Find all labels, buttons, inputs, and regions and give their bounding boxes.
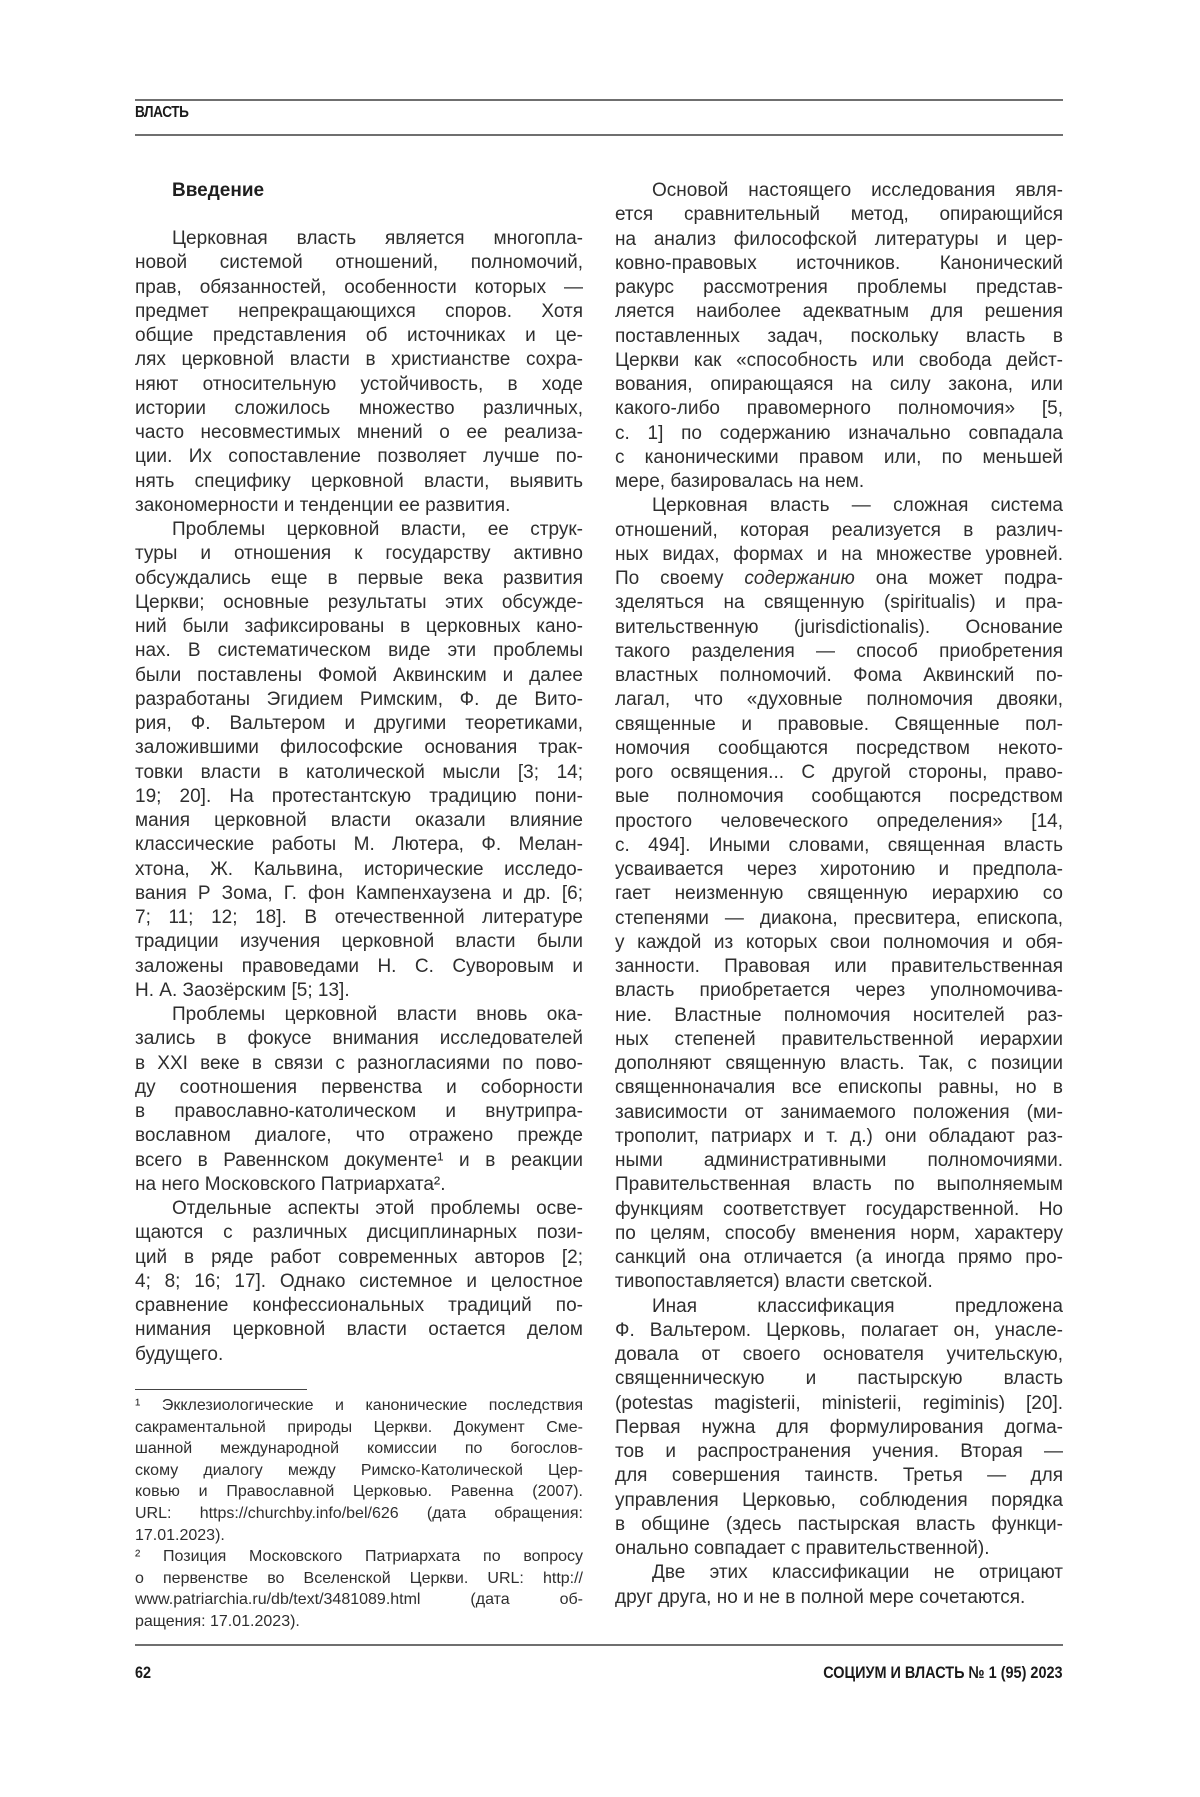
text-line: традиции изучения церковной власти были	[135, 930, 583, 954]
text-line: зделяться на священную (spiritualis) и пра-	[615, 591, 1063, 615]
text-line: (potestas magisterii, ministerii, regiminis) [20].	[615, 1392, 1063, 1416]
text-line: степенями — диакона, пресвитера, епископа,	[615, 907, 1063, 931]
text-line: тивопоставляется) власти светской.	[615, 1270, 1063, 1294]
text-line: в православно-католическом и внутрипра-	[135, 1100, 583, 1124]
text-line: ковно-правовых источников. Канонический	[615, 252, 1063, 276]
text-line: закономерности и тенденции ее развития.	[135, 494, 583, 518]
text-line: 19; 20]. На протестантскую традицию пони-	[135, 785, 583, 809]
text-line: классические работы М. Лютера, Ф. Мелан-	[135, 833, 583, 857]
text-line: мания церковной власти оказали влияние	[135, 809, 583, 833]
text-line: новой системой отношений, полномочий,	[135, 251, 583, 275]
text-line: ду соотношения первенства и соборности	[135, 1076, 583, 1100]
text-line: лагал, что «духовные полномочия двояки,	[615, 688, 1063, 712]
text-line: вославном диалоге, что отражено прежде	[135, 1124, 583, 1148]
text-line: будущего.	[135, 1343, 583, 1367]
header-top-rule	[135, 99, 1063, 101]
text-line: URL: https://churchby.info/bel/626 (дата обращения:	[135, 1503, 583, 1525]
text-segment: По своему	[615, 568, 744, 589]
text-line: ¹ Экклезиологические и канонические последствия	[135, 1395, 583, 1417]
text-line: ется сравнительный метод, опирающийся	[615, 203, 1063, 227]
text-line: вые полномочия сообщаются посредством	[615, 785, 1063, 809]
paragraph	[135, 1395, 583, 1546]
text-line: заложившими философские основания трак-	[135, 736, 583, 760]
text-line: отношений, которая реализуется в различ-	[615, 519, 1063, 543]
text-line: в XXI веке в связи с разногласиями по пово-	[135, 1052, 583, 1076]
text-line: ² Позиция Московского Патриархата по вопросу	[135, 1546, 583, 1568]
text-line: мере, базировалась на нем.	[615, 470, 1063, 494]
text-line: www.patriarchia.ru/db/text/3481089.html (дата об-	[135, 1589, 583, 1611]
text-line: ние. Властные полномочия носителей раз-	[615, 1004, 1063, 1028]
text-line: усваивается через хиротонию и предпола-	[615, 858, 1063, 882]
paragraph	[135, 1003, 583, 1197]
text-line: лях церковной власти в христианстве сохра-	[135, 348, 583, 372]
text-line: санкций она отличается (а иногда прямо про-	[615, 1246, 1063, 1270]
text-line: Две этих классификации не отрицают	[615, 1561, 1063, 1585]
text-line: ций в ряде работ современных авторов [2;	[135, 1246, 583, 1270]
text-line: гает неизменную священную иерархию со	[615, 882, 1063, 906]
text-line: ракурс рассмотрения проблемы представ-	[615, 276, 1063, 300]
text-line: номочия сообщаются посредством некото-	[615, 737, 1063, 761]
italic-emphasis: содержанию	[744, 568, 854, 589]
text-line: общие представления об источниках и це-	[135, 324, 583, 348]
footnote-separator	[135, 1389, 307, 1390]
text-line: ных видах, формах и на множестве уровней.	[615, 543, 1063, 567]
paragraph	[135, 1546, 583, 1632]
text-line: скому диалогу между Римско-Католической Цер-	[135, 1460, 583, 1482]
text-line: ными административными полномочиями.	[615, 1149, 1063, 1173]
text-line: на него Московского Патриархата².	[135, 1173, 583, 1197]
text-line: священноначалия все епископы равны, но в	[615, 1076, 1063, 1100]
page-number: 62	[135, 1663, 151, 1683]
text-line: ции. Их сопоставление позволяет лучше по-	[135, 445, 583, 469]
text-line: ращения: 17.01.2023).	[135, 1611, 583, 1633]
text-line	[615, 567, 1063, 591]
text-line: Проблемы церковной власти вновь ока-	[135, 1003, 583, 1027]
text-line: функциям соответствует государственной. Но	[615, 1198, 1063, 1222]
text-line: Первая нужна для формулирования догма-	[615, 1416, 1063, 1440]
paragraph	[135, 227, 583, 518]
text-line: дополняют священную власть. Так, с позиции	[615, 1052, 1063, 1076]
text-line: онально совпадает с правительственной).	[615, 1537, 1063, 1561]
paragraph	[615, 1295, 1063, 1562]
text-line: ных степеней правительственной иерархии	[615, 1028, 1063, 1052]
text-line: друг друга, но и не в полной мере сочетаются.	[615, 1586, 1063, 1610]
text-line: нять специфику церковной власти, выявить	[135, 470, 583, 494]
text-line: Правительственная власть по выполняемым	[615, 1173, 1063, 1197]
text-line: Ф. Вальтером. Церковь, полагает он, унасле-	[615, 1319, 1063, 1343]
section-heading: Введение	[135, 179, 583, 203]
text-line: вования, опирающаяся на силу закона, или	[615, 373, 1063, 397]
text-line: Церковная власть — сложная система	[615, 494, 1063, 518]
text-line: товки власти в католической мысли [3; 14;	[135, 761, 583, 785]
text-line: всего в Равеннском документе¹ и в реакции	[135, 1149, 583, 1173]
text-line: были поставлены Фомой Аквинским и далее	[135, 664, 583, 688]
paragraph	[135, 1197, 583, 1367]
text-line: у каждой из которых свои полномочия и обя-	[615, 931, 1063, 955]
text-line: предмет непрекращающихся споров. Хотя	[135, 300, 583, 324]
text-line: нимания церковной власти остается делом	[135, 1318, 583, 1342]
text-line: священническую и пастырскую власть	[615, 1367, 1063, 1391]
text-line: о первенстве во Вселенской Церкви. URL: http://	[135, 1568, 583, 1590]
text-line: занности. Правовая или правительственная	[615, 955, 1063, 979]
text-line: 7; 11; 12; 18]. В отечественной литературе	[135, 906, 583, 930]
text-line: ковью и Православной Церковью. Равенна (2007).	[135, 1481, 583, 1503]
footnotes	[135, 1395, 583, 1633]
text-line: с. 1] по содержанию изначально совпадала	[615, 422, 1063, 446]
text-line: такого разделения — способ приобретения	[615, 640, 1063, 664]
text-line: власть приобретается через уполномочива-	[615, 979, 1063, 1003]
left-column-body	[135, 227, 583, 1367]
text-line: священные и правовые. Священные пол-	[615, 713, 1063, 737]
text-line: трополит, патриарх и т. д.) они обладают раз-	[615, 1125, 1063, 1149]
text-line: часто несовместимых мнений о ее реализа-	[135, 421, 583, 445]
text-line: Н. А. Заозёрским [5; 13].	[135, 979, 583, 1003]
text-line: тов и распространения учения. Вторая —	[615, 1440, 1063, 1464]
text-line: управления Церковью, соблюдения порядка	[615, 1489, 1063, 1513]
text-line: Церкви; основные результаты этих обсужде-	[135, 591, 583, 615]
left-column	[135, 179, 583, 1367]
text-line: 17.01.2023).	[135, 1525, 583, 1547]
text-line: ний были зафиксированы в церковных кано-	[135, 615, 583, 639]
text-line: сравнение конфессиональных традиций по-	[135, 1294, 583, 1318]
right-column	[615, 179, 1063, 1610]
text-line: с. 494]. Иными словами, священная власть	[615, 834, 1063, 858]
paragraph	[615, 1561, 1063, 1610]
header-bottom-rule	[135, 134, 1063, 136]
text-line: заложены правоведами Н. С. Суворовым и	[135, 955, 583, 979]
text-line: Церкви как «способность или свобода дейст-	[615, 349, 1063, 373]
journal-issue: СОЦИУМ И ВЛАСТЬ № 1 (95) 2023	[824, 1663, 1063, 1683]
running-head: ВЛАСТЬ	[135, 104, 189, 122]
text-line: нах. В систематическом виде эти проблемы	[135, 639, 583, 663]
text-line: разработаны Эгидием Римским, Ф. де Вито-	[135, 688, 583, 712]
text-line: шанной международной комиссии по богослов-	[135, 1438, 583, 1460]
text-line: Отдельные аспекты этой проблемы осве-	[135, 1197, 583, 1221]
text-line: хтона, Ж. Кальвина, исторические исследо-	[135, 858, 583, 882]
text-line: в общине (здесь пастырская власть функци-	[615, 1513, 1063, 1537]
paragraph	[615, 179, 1063, 494]
text-line: туры и отношения к государству активно	[135, 542, 583, 566]
text-line: на анализ философской литературы и цер-	[615, 228, 1063, 252]
text-line: Церковная власть является многопла-	[135, 227, 583, 251]
text-line: простого человеческого определения» [14,	[615, 810, 1063, 834]
text-line: сакраментальной природы Церкви. Документ Сме-	[135, 1417, 583, 1439]
footer-rule	[135, 1644, 1063, 1646]
text-line: поставленных задач, поскольку власть в	[615, 325, 1063, 349]
text-line: Проблемы церковной власти, ее струк-	[135, 518, 583, 542]
text-line: ляется наиболее адекватным для решения	[615, 300, 1063, 324]
text-line: властных полномочий. Фома Аквинский по-	[615, 664, 1063, 688]
paragraph	[615, 494, 1063, 1294]
text-line: по целям, способу вменения норм, характеру	[615, 1222, 1063, 1246]
text-line: прав, обязанностей, особенности которых —	[135, 276, 583, 300]
text-line: довала от своего основателя учительскую,	[615, 1343, 1063, 1367]
text-line: какого-либо правомерного полномочия» [5,	[615, 397, 1063, 421]
text-line: няют относительную устойчивость, в ходе	[135, 373, 583, 397]
text-line: зависимости от занимаемого положения (ми-	[615, 1101, 1063, 1125]
text-line: щаются с различных дисциплинарных пози-	[135, 1221, 583, 1245]
text-segment: она может подра-	[855, 568, 1063, 589]
text-line: рого освящения... С другой стороны, право-	[615, 761, 1063, 785]
text-line: 4; 8; 16; 17]. Однако системное и целостное	[135, 1270, 583, 1294]
text-line: с каноническими правом или, по меньшей	[615, 446, 1063, 470]
text-line: зались в фокусе внимания исследователей	[135, 1027, 583, 1051]
text-line: Основой настоящего исследования явля-	[615, 179, 1063, 203]
text-line: вительственную (jurisdictionalis). Основание	[615, 616, 1063, 640]
text-line: обсуждались еще в первые века развития	[135, 567, 583, 591]
text-line: вания Р Зома, Г. фон Кампенхаузена и др. [6;	[135, 882, 583, 906]
text-line: рия, Ф. Вальтером и другими теоретиками,	[135, 712, 583, 736]
paragraph	[135, 518, 583, 1003]
text-line: Иная классификация предложена	[615, 1295, 1063, 1319]
text-line: истории сложилось множество различных,	[135, 397, 583, 421]
text-line: для совершения таинств. Третья — для	[615, 1464, 1063, 1488]
